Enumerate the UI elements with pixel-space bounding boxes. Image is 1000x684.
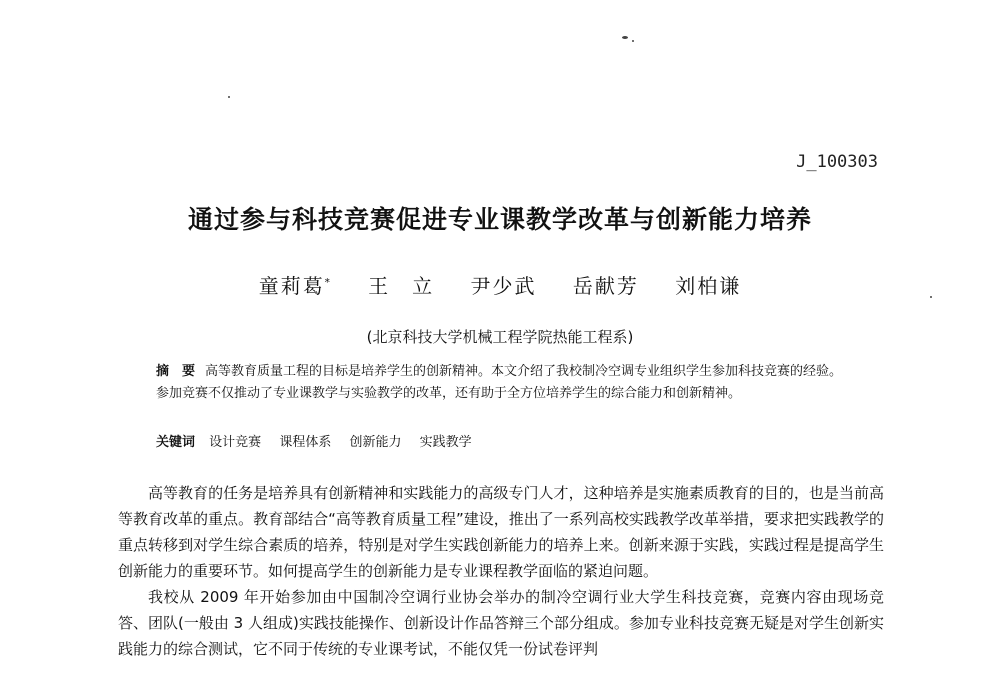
paragraph: 我校从 2009 年开始参加由中国制冷空调行业协会举办的制冷空调行业大学生科技竞赛，竞赛内容由现场竞答、团队(一般由 3 人组成)实践技能操作、创新设计作品答辩三个部分组成。参加专业科技竞赛无疑是对学生创新实践能力的综合测试，它不同于传统的专业课考试，不能仅凭一份试卷评判 (118, 588, 884, 658)
abstract-text: 高等教育质量工程的目标是培养学生的创新精神。本文介绍了我校制冷空调专业组织学生参加科技竞赛的经验。参加竞赛不仅推动了专业课教学与实验教学的改革，还有助于全方位培养学生的综合能力和创新精神。 (156, 364, 843, 401)
affiliation: (北京科技大学机械工程学院热能工程系) (366, 328, 634, 346)
author-list (0, 270, 1000, 299)
scan-speck (632, 40, 634, 42)
abstract (156, 361, 850, 405)
body-text (118, 480, 884, 662)
keywords (156, 432, 850, 454)
keyword: 创新能力 (349, 435, 402, 450)
keyword: 实践教学 (419, 435, 472, 450)
author-name: 岳献芳 (572, 274, 639, 298)
keyword: 设计竞赛 (209, 435, 262, 450)
document-id: J_100303 (796, 152, 878, 172)
abstract-label: 摘 要 (156, 364, 196, 379)
keywords-label: 关键词 (156, 435, 196, 450)
author-name: 童莉葛* (258, 274, 332, 298)
author-name: 尹少武 (470, 274, 537, 298)
scan-speck (622, 36, 628, 39)
author-name: 刘柏谦 (675, 274, 742, 298)
paragraph: 高等教育的任务是培养具有创新精神和实践能力的高级专门人才，这种培养是实施素质教育的目的，也是当前高等教育改革的重点。教育部结合“高等教育质量工程”建设，推出了一系列高校实践教学改革举措，要求把实践教学的重点转移到对学生综合素质的培养，特别是对学生实践创新能力的培养上来。创新来源于实践，实践过程是提高学生创新能力的重要环节。如何提高学生的创新能力是专业课程教学面临的紧迫问题。 (118, 484, 884, 580)
paper-title: 通过参与科技竞赛促进专业课教学改革与创新能力培养 (187, 205, 812, 234)
keyword: 课程体系 (279, 435, 332, 450)
author-name: 王 立 (368, 274, 435, 298)
scan-speck (228, 96, 230, 98)
